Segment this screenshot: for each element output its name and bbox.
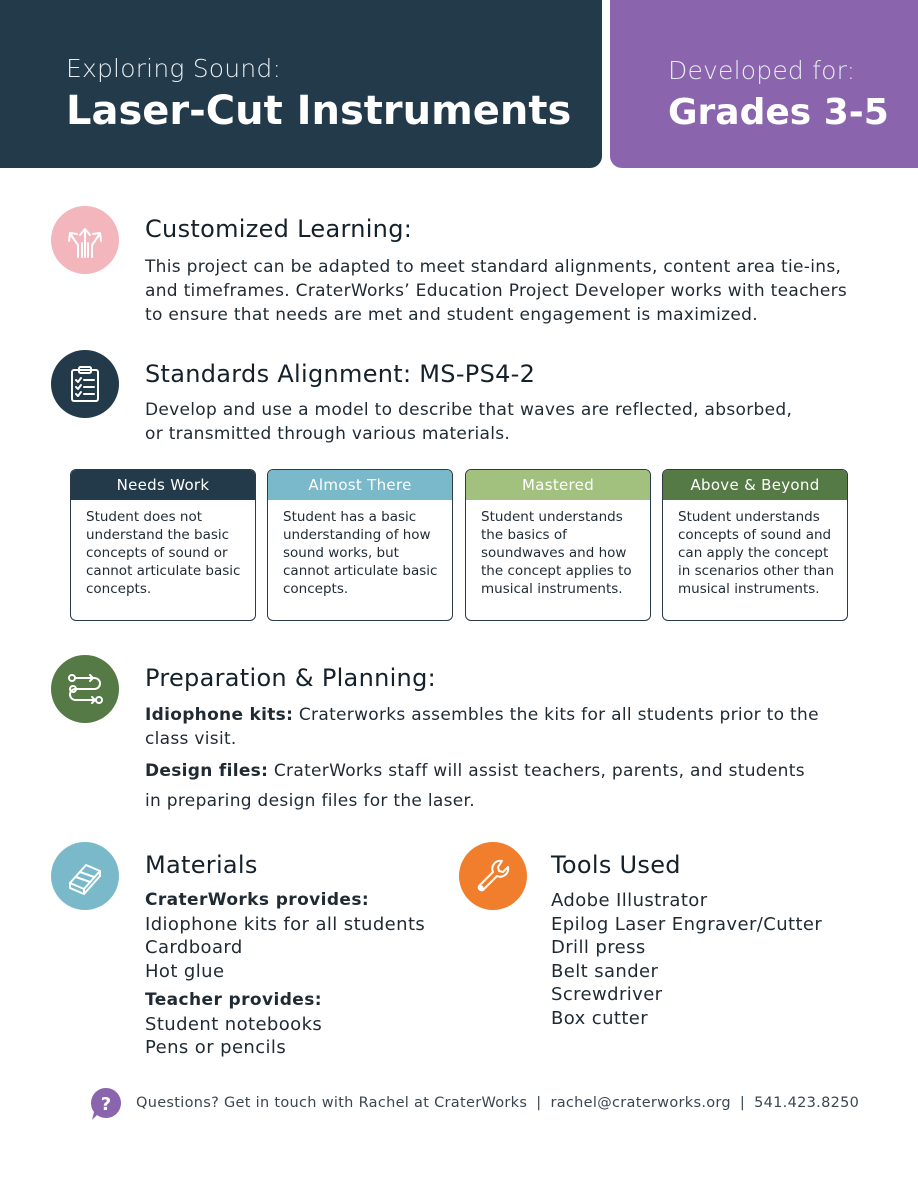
rubric-description [663, 500, 847, 598]
branching-arrows-icon [51, 206, 119, 274]
rubric-line: cannot articulate basic [283, 563, 438, 579]
tools-title: Tools Used [551, 851, 681, 879]
rubric-line: Student has a basic [283, 509, 417, 525]
list-item: Cardboard [145, 937, 243, 958]
rubric-almost-there [267, 469, 453, 621]
rubric-line: soundwaves and how [481, 545, 627, 561]
rubric-line: sound works, but [283, 545, 399, 561]
list-item: Belt sander [551, 960, 659, 982]
design-label: Design files: [145, 761, 269, 781]
footer-contact [136, 1095, 859, 1111]
rubric-heading: Above & Beyond [663, 470, 847, 500]
rubric-line: concepts. [86, 581, 152, 597]
body-line: Develop and use a model to describe that waves are reflected, absorbed, [145, 400, 793, 420]
footer-separator: | [536, 1095, 542, 1111]
teacher-provides-label: Teacher provides: [145, 990, 322, 1010]
design-line-2: in preparing design files for the laser. [145, 791, 475, 811]
preparation-body [145, 703, 865, 813]
rubric-description [71, 500, 255, 598]
developed-for-label: Developed for: [668, 56, 856, 85]
body-line: to ensure that needs are met and student engagement is maximized. [145, 305, 758, 325]
flow-path-icon [51, 655, 119, 723]
header-title: Laser-Cut Instruments [66, 88, 572, 134]
idiophone-text: Craterworks assembles the kits for all students prior to the [293, 705, 819, 725]
list-item: Idiophone kits for all students [145, 913, 426, 935]
clipboard-checklist-icon [51, 350, 119, 418]
rubric-line: understanding of how [283, 527, 431, 543]
wrench-icon [459, 842, 527, 910]
list-item: Screwdriver [551, 984, 663, 1005]
rubric-above-beyond [662, 469, 848, 621]
idiophone-line-2: class visit. [145, 729, 237, 749]
rubric-line: in scenarios other than [678, 563, 835, 579]
rubric-line: Student understands [678, 509, 820, 525]
header-title-panel [0, 0, 602, 168]
rubric-mastered [465, 469, 651, 621]
body-line: and timeframes. CraterWorks’ Education Project Developer works with teachers [145, 281, 848, 301]
header-subtitle: Exploring Sound: [66, 54, 282, 83]
rubric-description [268, 500, 452, 598]
rubric-needs-work [70, 469, 256, 621]
footer-text: Questions? Get in touch with Rachel at CraterWorks [136, 1095, 528, 1111]
rubric-line: the basics of [481, 527, 567, 543]
header-grade-panel [610, 0, 918, 168]
list-item: Drill press [551, 937, 646, 958]
rubric-heading: Almost There [268, 470, 452, 500]
list-item: Pens or pencils [145, 1037, 287, 1058]
standards-title: Standards Alignment: MS-PS4-2 [145, 360, 536, 388]
rubric-line: understand the basic [86, 527, 230, 543]
footer-email-link[interactable]: rachel@craterworks.org [550, 1095, 731, 1111]
body-line: or transmitted through various materials. [145, 424, 511, 444]
rubric-line: Student understands [481, 509, 623, 525]
rubric-line: musical instruments. [678, 581, 820, 597]
rubric-line: musical instruments. [481, 581, 623, 597]
rubric-line: Student does not [86, 509, 203, 525]
list-item: Adobe Illustrator [551, 890, 708, 911]
rubric-line: the concept applies to [481, 563, 632, 579]
rubric-description [466, 500, 650, 598]
design-line [145, 759, 865, 783]
rubric-line: can apply the concept [678, 545, 829, 561]
materials-list [145, 889, 425, 1060]
grades-label: Grades 3-5 [668, 92, 889, 133]
list-item: Box cutter [551, 1007, 649, 1029]
rubric-line: concepts of sound and [678, 527, 832, 543]
rubric-line: concepts. [283, 581, 349, 597]
rubric-heading: Needs Work [71, 470, 255, 500]
svg-text:?: ? [100, 1094, 112, 1115]
question-bubble-icon [89, 1087, 123, 1121]
craterworks-provides-label: CraterWorks provides: [145, 890, 370, 910]
list-item: Student notebooks [145, 1013, 323, 1035]
list-item: Epilog Laser Engraver/Cutter [551, 913, 823, 935]
list-item: Hot glue [145, 960, 225, 982]
idiophone-label: Idiophone kits: [145, 705, 294, 725]
preparation-title: Preparation & Planning: [145, 664, 436, 692]
standards-body [145, 398, 865, 446]
footer-separator: | [739, 1095, 746, 1111]
tools-list [551, 889, 822, 1030]
footer-phone[interactable]: 541.423.8250 [754, 1095, 860, 1111]
rubric-line: concepts of sound or [86, 545, 228, 561]
customized-learning-title: Customized Learning: [145, 215, 413, 243]
customized-learning-body [145, 255, 865, 327]
body-line: This project can be adapted to meet standard alignments, content area tie-ins, [145, 257, 842, 277]
idiophone-line [145, 703, 865, 727]
wood-planks-icon [51, 842, 119, 910]
materials-title: Materials [145, 851, 258, 879]
design-text: CraterWorks staff will assist teachers, parents, and students [268, 761, 805, 781]
rubric-heading: Mastered [466, 470, 650, 500]
rubric-line: cannot articulate basic [86, 563, 241, 579]
